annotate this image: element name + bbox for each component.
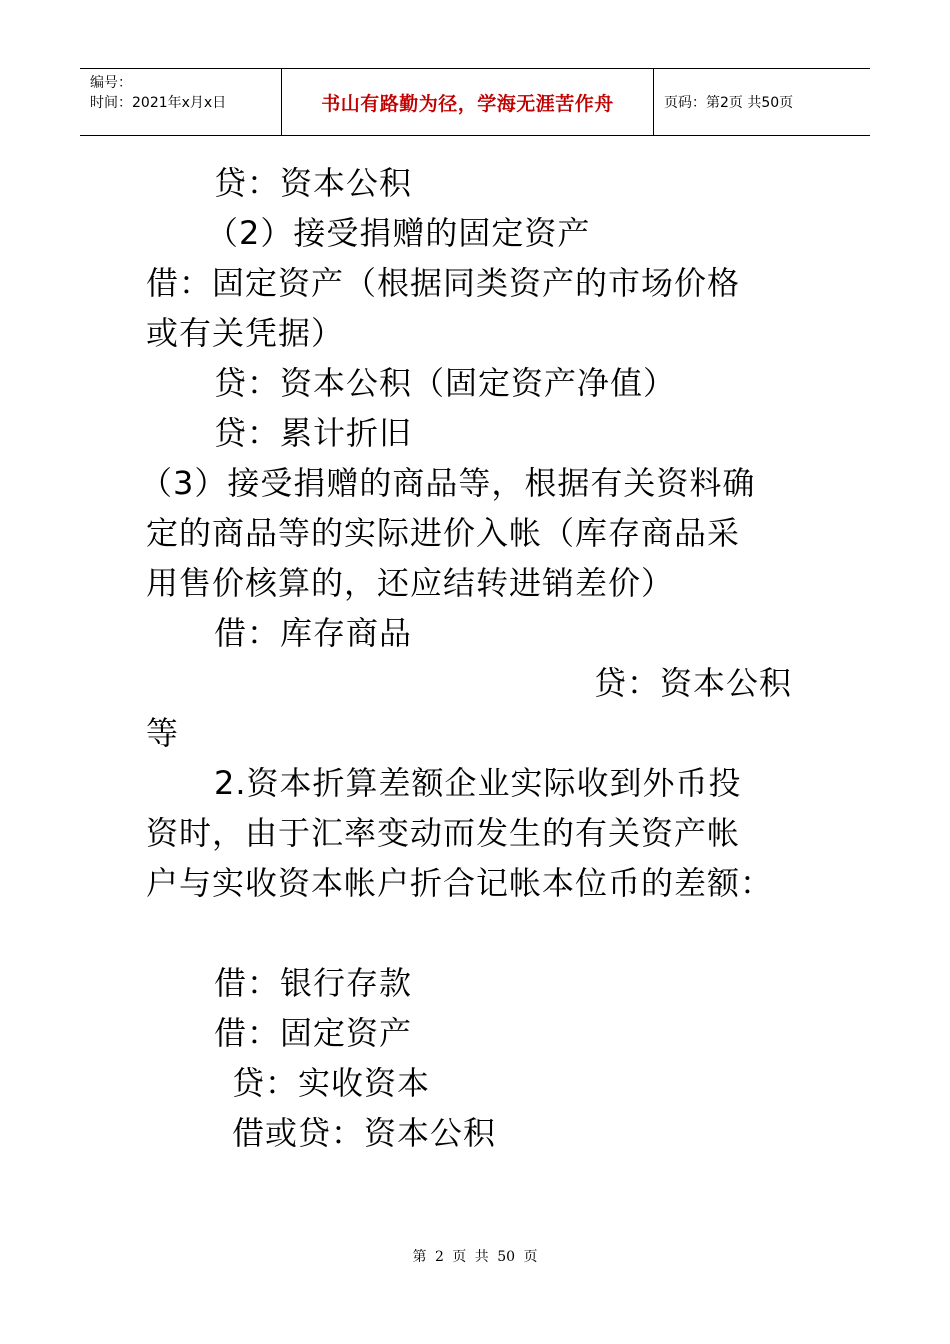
body-line: 贷：资本公积 — [214, 164, 413, 202]
header-page-label: 页码：第2页 共50页 — [664, 95, 794, 111]
header-time-label: 时间：2021年x月x日 — [90, 95, 227, 111]
body-line: 贷：累计折旧 — [214, 414, 413, 452]
body-line: （3）接受捐赠的商品等，根据有关资料确 — [140, 464, 756, 502]
body-line: 或有关凭据） — [146, 314, 345, 352]
header-motto: 书山有路勤为径，学海无涯苦作舟 — [321, 92, 614, 115]
body-line: 借：固定资产 — [214, 1014, 413, 1052]
blank-line — [146, 908, 806, 958]
header-number-label: 编号： — [90, 75, 132, 91]
body-line: 定的商品等的实际进价入帐（库存商品采 — [146, 514, 741, 552]
page-footer: 第 2 页 共 50 页 — [412, 1249, 538, 1265]
body-line: 用售价核算的，还应结转进销差价） — [146, 564, 675, 602]
document-body — [140, 158, 806, 1158]
header-motto-cell — [282, 69, 654, 135]
body-line: 贷：资本公积（固定资产净值） — [214, 364, 677, 402]
body-line: 贷：实收资本 — [232, 1064, 431, 1102]
body-line: 借：库存商品 — [214, 614, 413, 652]
header-page-cell — [654, 69, 870, 135]
body-line: 户与实收资本帐户折合记帐本位币的差额： — [146, 864, 774, 902]
body-line: 借：银行存款 — [214, 964, 413, 1002]
body-line: （2）接受捐赠的固定资产 — [206, 214, 591, 252]
body-line: 2.资本折算差额企业实际收到外币投 — [214, 764, 742, 802]
body-line: 借或贷：资本公积 — [232, 1114, 497, 1152]
body-line: 借：固定资产（根据同类资产的市场价格 — [146, 264, 741, 302]
body-line: 贷：资本公积 — [593, 664, 792, 702]
document-header — [80, 68, 870, 136]
body-line: 等 — [146, 714, 180, 752]
header-meta-cell — [80, 69, 282, 135]
body-line: 资时，由于汇率变动而发生的有关资产帐 — [146, 814, 741, 852]
